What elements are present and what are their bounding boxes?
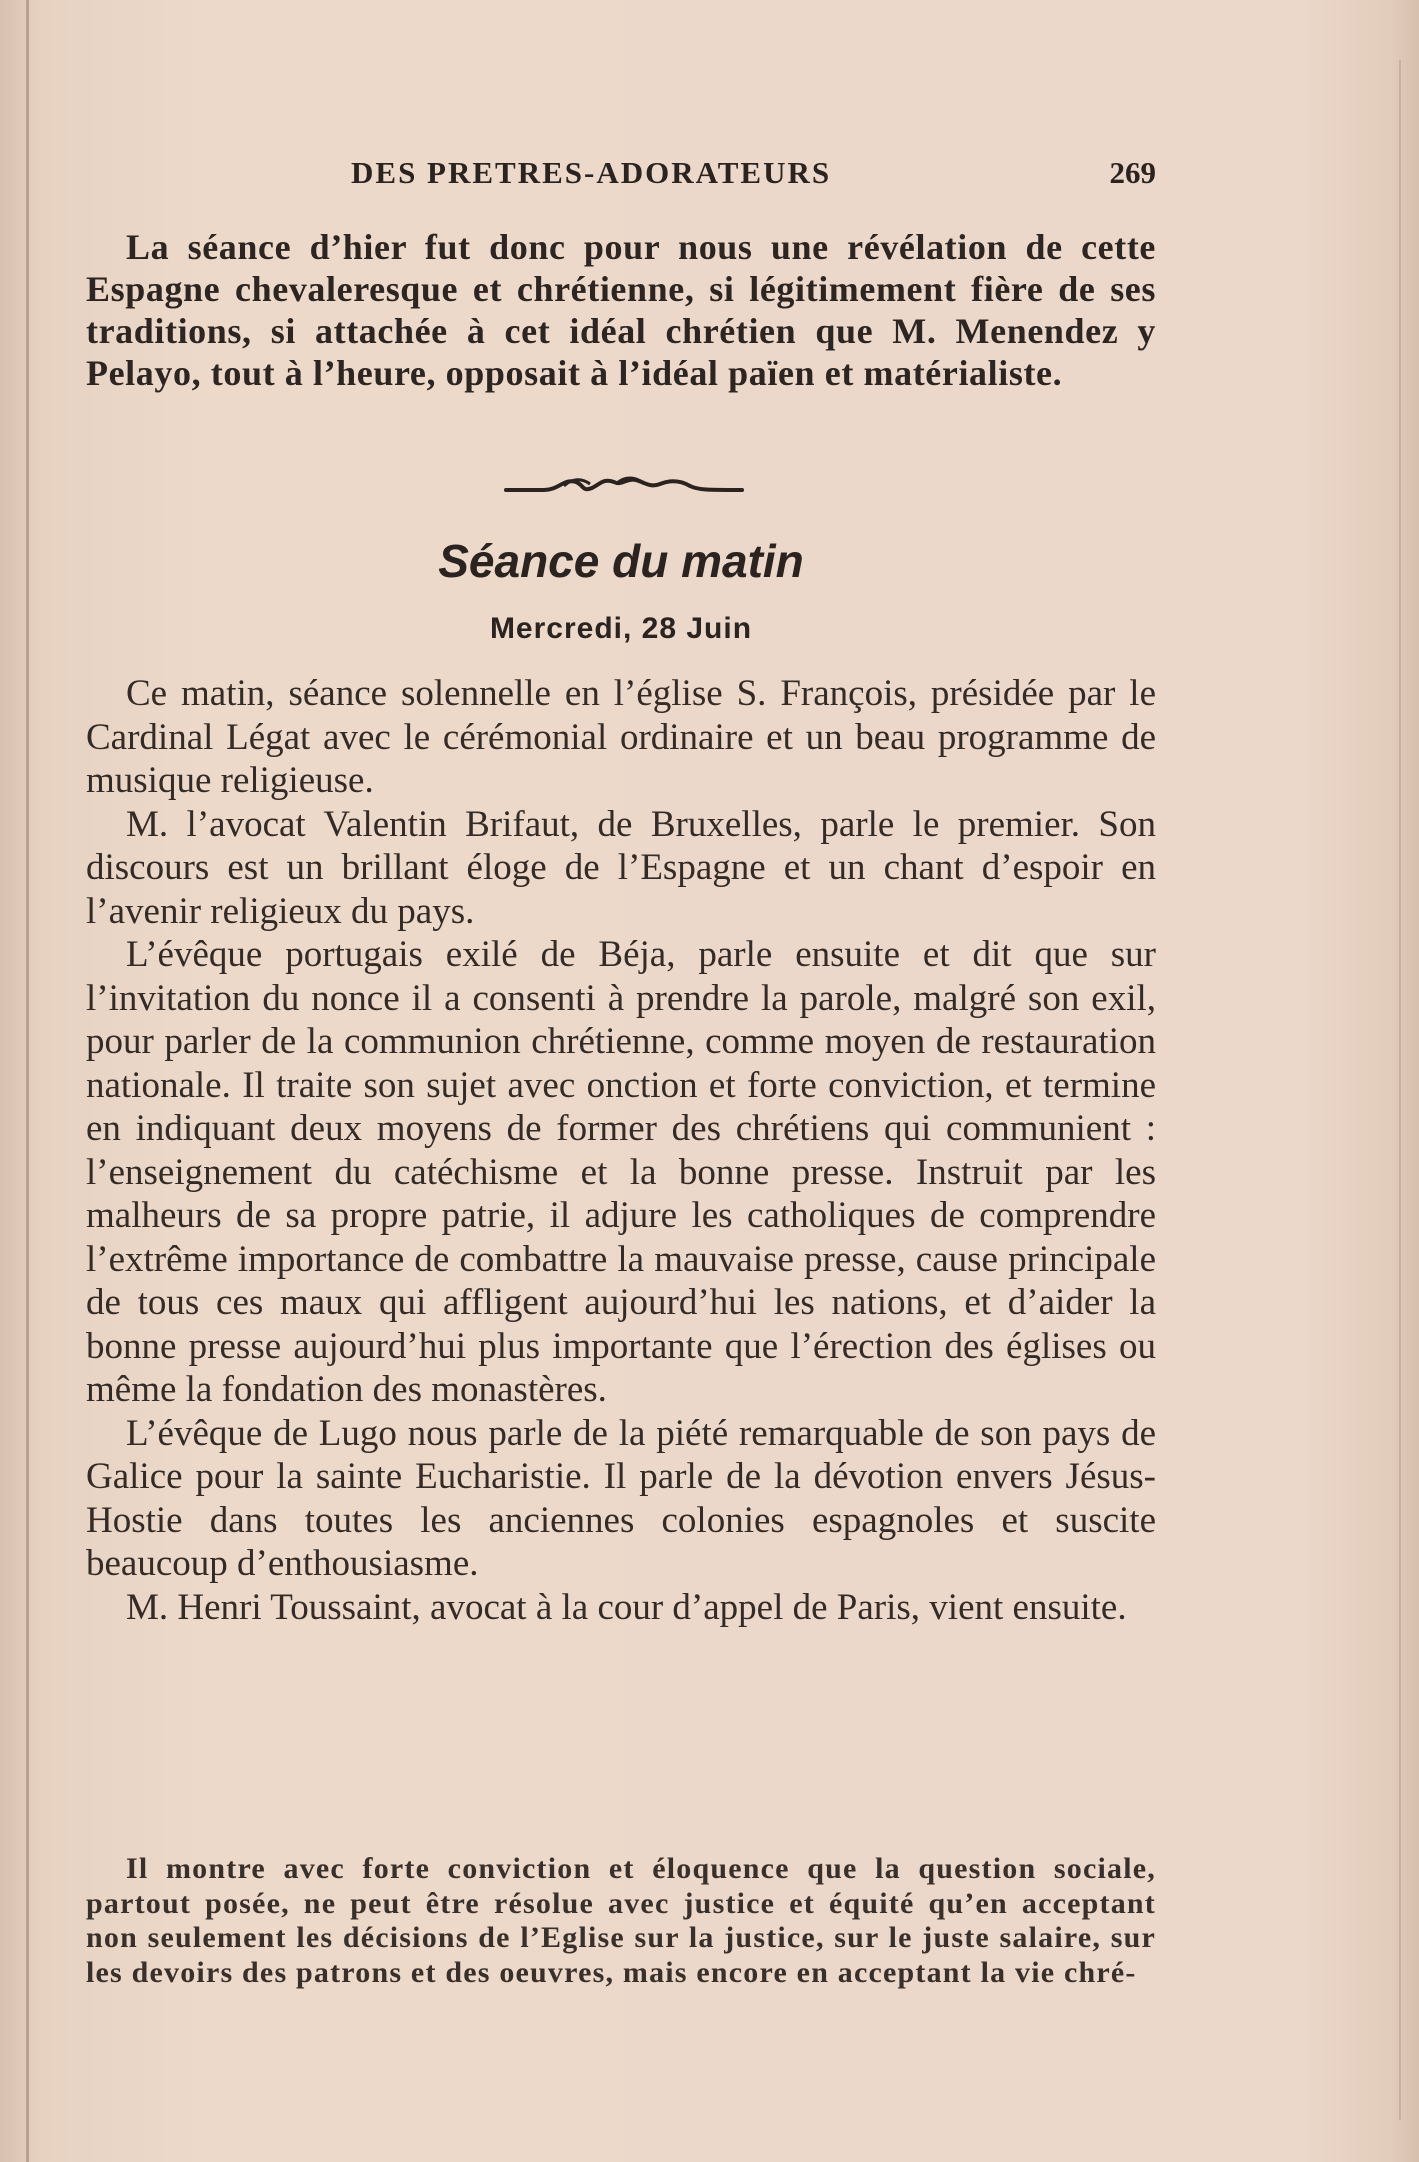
section-title: Séance du matin: [438, 535, 804, 587]
ornament-divider-icon: [504, 472, 744, 498]
paragraph: M. l’avocat Valentin Brifaut, de Bruxelles, parle le premier. Son discours est un brillant éloge de l’Espagne et un chant d’espoir en l’avenir religieux du pays.: [86, 803, 1156, 932]
paragraph: L’évêque portugais exilé de Béja, parle ensuite et dit que sur l’invitation du nonce il a consenti à prendre la parole, malgré son exil, pour parler de la communion chrétienne, comme moyen de restauration nationale. Il traite son sujet avec onction et forte conviction, et termine en indiquant deux moyens de former des chrétiens qui communient : l’enseignement du catéchisme et la bonne presse. Instruit par les malheurs de sa propre patrie, il adjure les catholiques de comprendre l’extrême importance de combattre la mauvaise presse, cause principale de tous ces maux qui affligent aujourd’hui les nations, et d’aider la bonne presse aujourd’hui plus importante que l’érection des églises ou même la fondation des monastères.: [86, 934, 1156, 1410]
body-text: [86, 672, 1156, 1629]
running-head: DES PRETRES-ADORATEURS: [351, 155, 832, 190]
page-right-edge: [1399, 60, 1401, 2120]
small-paragraph: Il montre avec forte conviction et éloquence que la question sociale, partout posée, ne peut être résolue avec justice et équité qu’en acceptant non seulement les décisions de l’Eglise sur la justice, sur le juste salaire, sur les devoirs des patrons et des oeuvres, mais encore en acceptant la vie chré-: [86, 1852, 1156, 1989]
page-header: [86, 155, 1156, 195]
paragraph: L’évêque de Lugo nous parle de la piété remarquable de son pays de Galice pour la sainte Eucharistie. Il parle de la dévotion envers Jésus-Hostie dans toutes les anciennes colonies espagnoles et suscite beaucoup d’enthousiasme.: [86, 1412, 1156, 1584]
page-spine-edge: [26, 0, 29, 2162]
paragraph: Ce matin, séance solennelle en l’église S. François, présidée par le Cardinal Légat avec le cérémonial ordinaire et un beau programme de musique religieuse.: [86, 673, 1156, 801]
small-print-section: [86, 1852, 1156, 1990]
section-date: Mercredi, 28 Juin: [489, 612, 753, 645]
intro-section: [86, 226, 1156, 394]
intro-paragraph: La séance d’hier fut donc pour nous une révélation de cette Espagne chevaleresque et chrétienne, si légitimement fière de ses traditions, si attachée à cet idéal chrétien que M. Menendez y Pelayo, tout à l’heure, opposait à l’idéal païen et matérialiste.: [86, 227, 1156, 393]
page-number: 269: [1109, 155, 1156, 190]
paragraph: M. Henri Toussaint, avocat à la cour d’appel de Paris, vient ensuite.: [126, 1586, 1127, 1628]
